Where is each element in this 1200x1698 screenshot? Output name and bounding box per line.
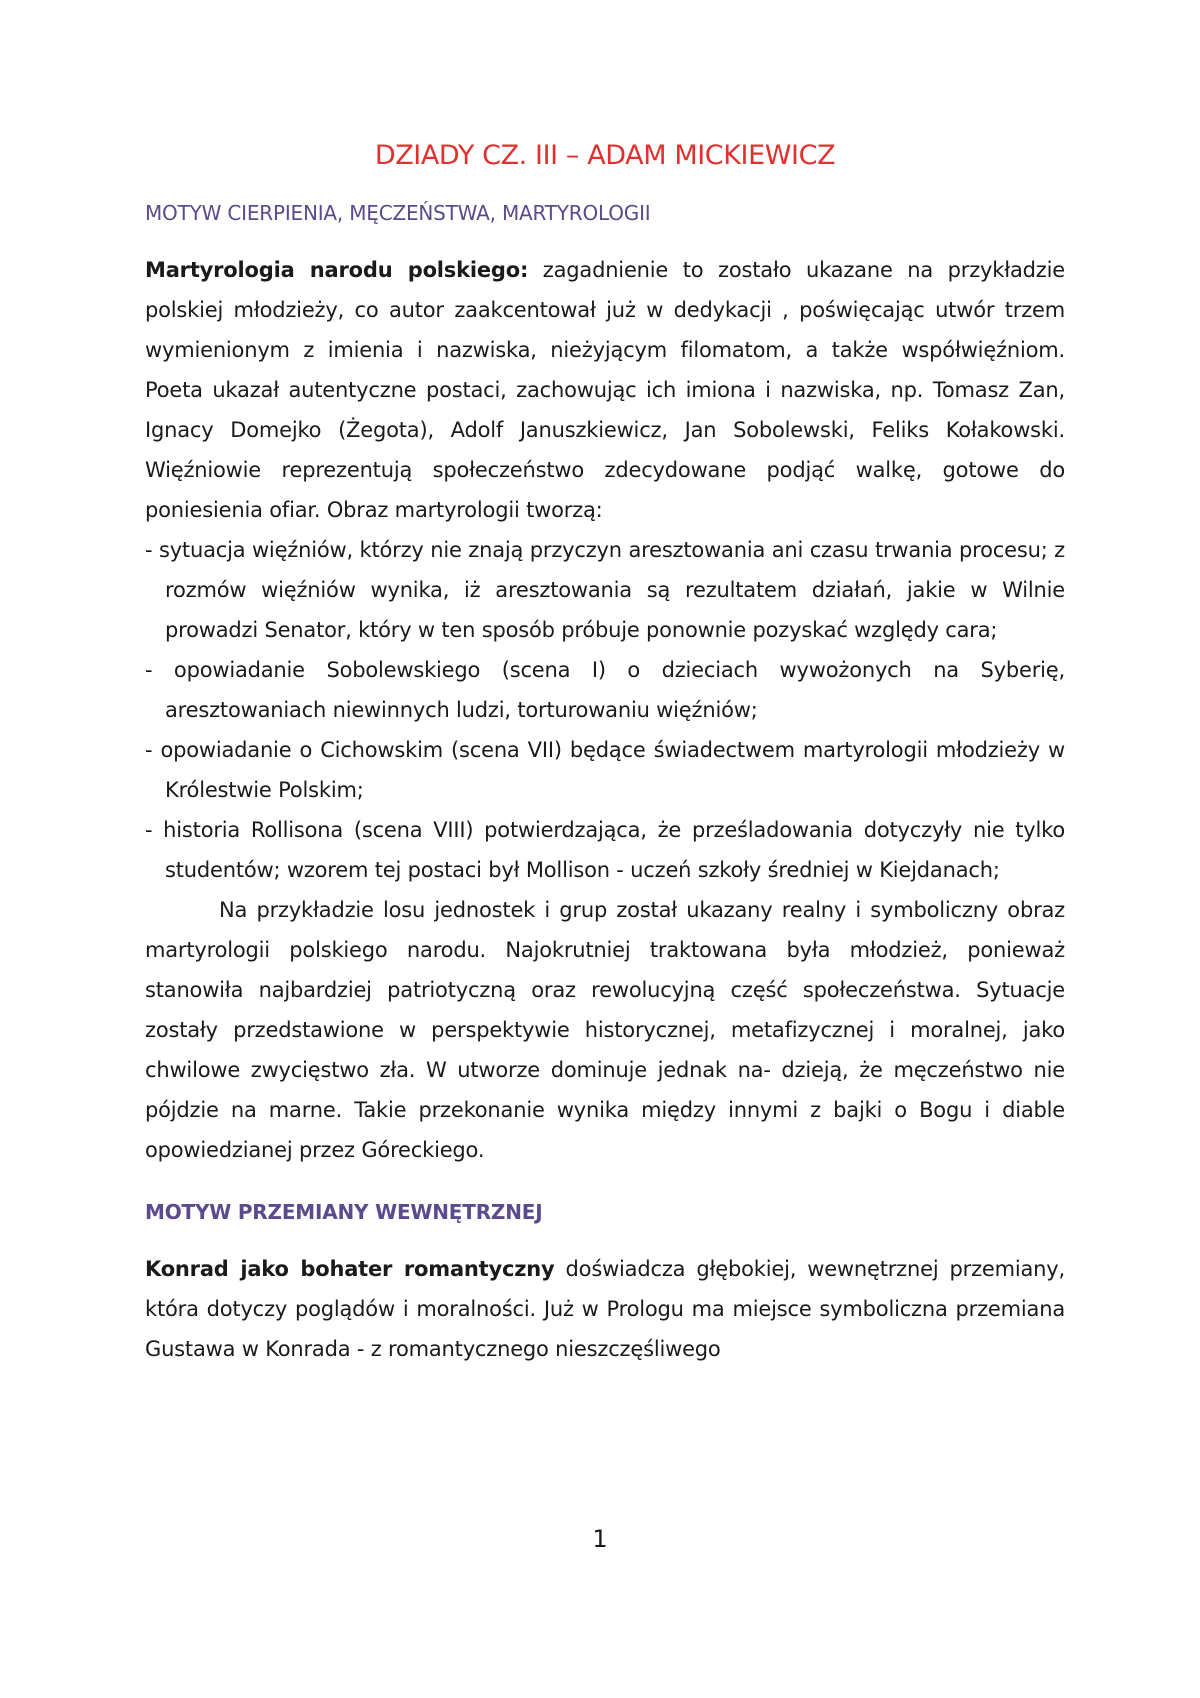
martyrology-closing-paragraph: Na przykładzie losu jednostek i grup został ukazany realny i symboliczny obraz martyrologii polskiego narodu. Najokrutniej traktowana była młodzież, ponieważ stanowiła najbardziej patriotyczną oraz rewolucyjną część społeczeństwa. Sytuacje zostały przedstawione w perspektywie historycznej, metafizycznej i moralnej, jako chwilowe zwycięstwo zła. W utworze dominuje jednak na- dzieją, że męczeństwo nie pójdzie na marne. Takie przekonanie wynika między innymi z bajki o Bogu i diable opowiedzianej przez Góreckiego.: [145, 898, 1065, 1162]
list-item: - opowiadanie Sobolewskiego (scena I) o dzieciach wywożonych na Syberię, aresztowaniach niewinnych ludzi, torturowaniu więźniów;: [145, 658, 1065, 722]
transformation-intro-paragraph: [145, 1249, 1065, 1369]
martyrology-list: [145, 530, 1065, 890]
page-number: 1: [592, 1525, 608, 1553]
section-heading-martyrology: MOTYW CIERPIENIA, MĘCZEŃSTWA, MARTYROLOGII: [145, 201, 651, 225]
martyrology-intro-text: zagadnienie to zostało ukazane na przykładzie polskiej młodzieży, co autor zaakcentował już w dedykacji , poświęcając utwór trzem wymienionym z imienia i nazwiska, nieżyjącym filomatom, a także współwięźniom. Poeta ukazał autentyczne postaci, zachowując ich imiona i nazwiska, np. Tomasz Zan, Ignacy Domejko (Żegota), Adolf Januszkiewicz, Jan Sobolewski, Feliks Kołakowski. Więźniowie reprezentują społeczeństwo zdecydowane podjąć walkę, gotowe do poniesienia ofiar. Obraz martyrologii tworzą:: [145, 258, 1065, 522]
section-spacer: [145, 1170, 1065, 1200]
martyrology-lead: Martyrologia narodu polskiego:: [145, 258, 529, 282]
list-item: - opowiadanie o Cichowskim (scena VII) będące świadectwem martyrologii młodzieży w Królestwie Polskim;: [145, 738, 1065, 802]
document-body: [145, 140, 1065, 1369]
list-item: - historia Rollisona (scena VIII) potwierdzająca, że prześladowania dotyczyły nie tylko studentów; wzorem tej postaci był Mollison - uczeń szkoły średniej w Kiejdanach;: [145, 818, 1065, 882]
martyrology-intro-paragraph: [145, 250, 1065, 530]
document-title: DZIADY CZ. III – ADAM MICKIEWICZ: [374, 140, 836, 171]
transformation-intro-text: doświadcza głębokiej, wewnętrznej przemiany, która dotyczy poglądów i moralności. Już w Prologu ma miejsce symboliczna przemiana Gustawa w Konrada - z romantycznego nieszczęśliwego: [145, 1257, 1065, 1361]
transformation-lead: Konrad jako bohater romantyczny: [145, 1257, 555, 1281]
list-item: - sytuacja więźniów, którzy nie znają przyczyn aresztowania ani czasu trwania procesu; z rozmów więźniów wynika, iż aresztowania są rezultatem działań, jakie w Wilnie prowadzi Senator, który w ten sposób próbuje ponownie pozyskać względy cara;: [145, 538, 1065, 642]
section-heading-transformation: MOTYW PRZEMIANY WEWNĘTRZNEJ: [145, 1200, 543, 1224]
